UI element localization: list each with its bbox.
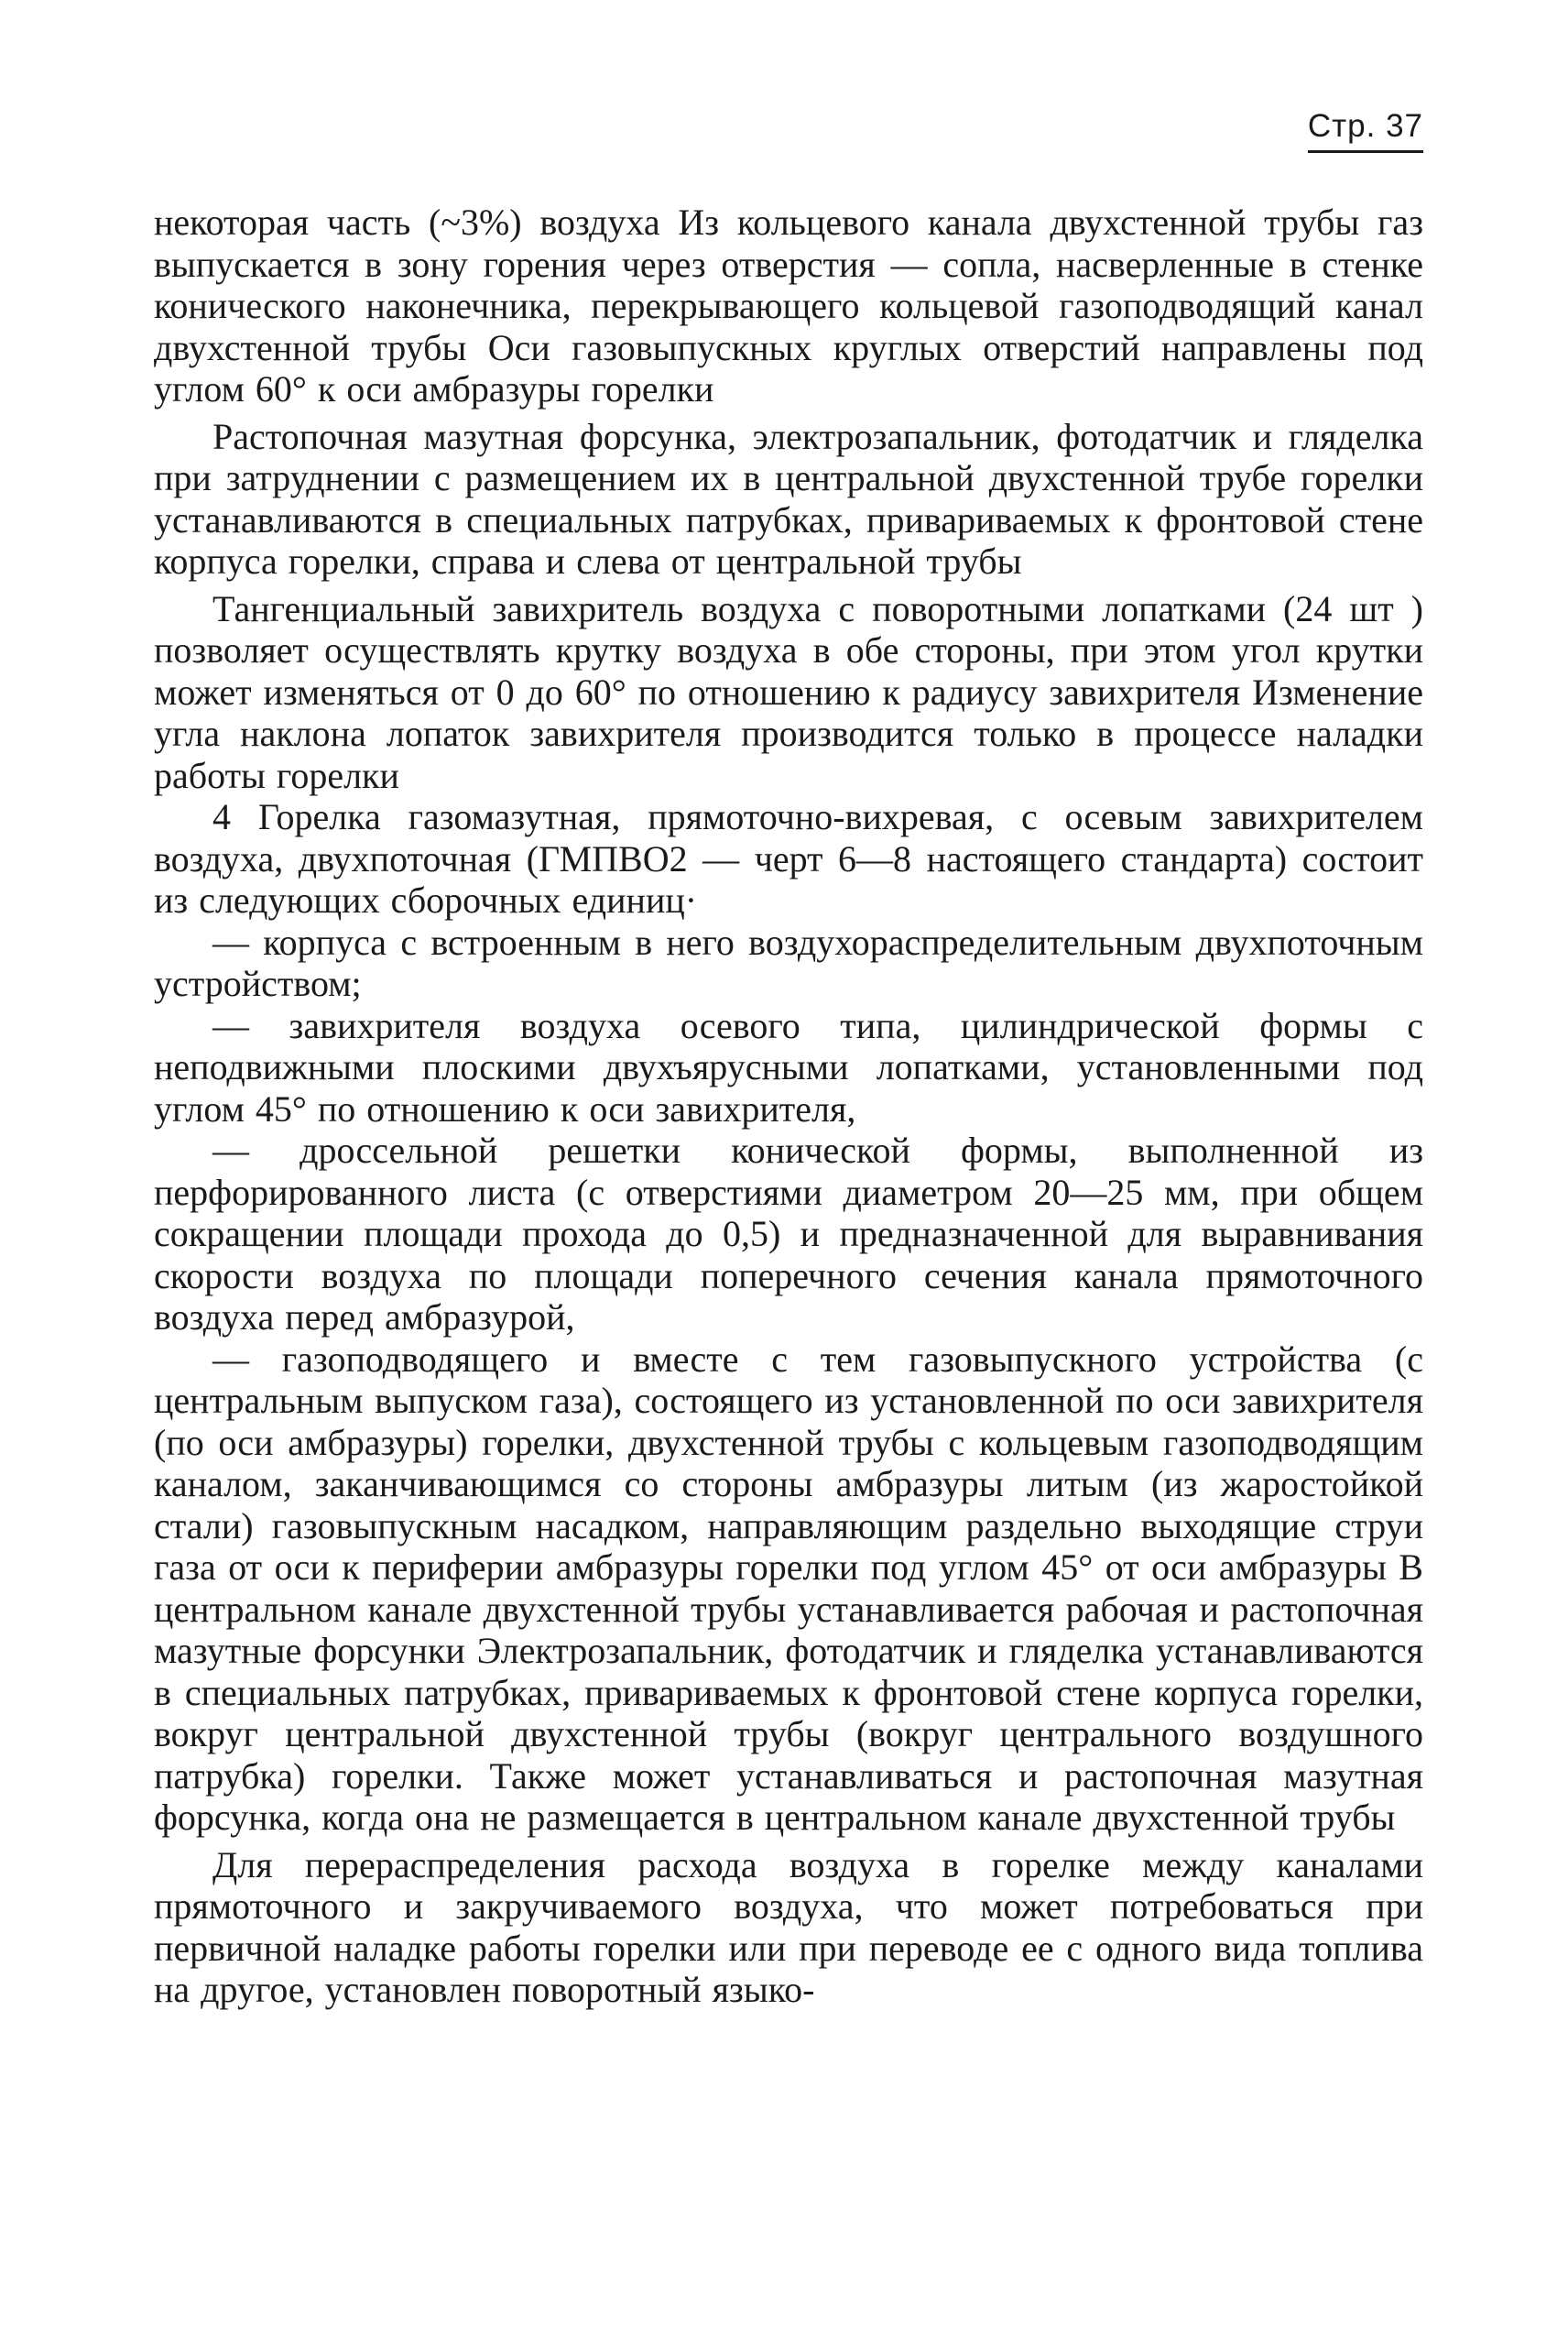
paragraph-tangential-swirler: Тангенциальный завихритель воздуха с поворотными лопатками (24 шт ) позволяет осуществлять крутку воздуха в обе стороны, при этом угол крутки может изменяться от 0 до 60° по отношению к радиусу завихрителя Изменение угла наклона лопаток завихрителя производится только в процессе наладки работы горелки [154, 587, 1423, 796]
body-text [154, 202, 1423, 2011]
list-item-throttle-grid: — дроссельной решетки конической формы, выполненной из перфорированного листа (с отверстиями диаметром 20—25 мм, при общем сокращении площади прохода до 0,5) и предназначенной для выравнивания скорости воздуха по площади поперечного сечения канала прямоточного воздуха перед амбразурой, [154, 1130, 1423, 1338]
list-item-gas-device: — газоподводящего и вместе с тем газовыпускного устройства (с центральным выпуском газа), состоящего из установленной по оси завихрителя (по оси амбразуры) горелки, двухстенной трубы с кольцевым газоподводящим каналом, заканчивающимся со стороны амбразуры литым (из жаростойкой стали) газовыпускным насадком, направляющим раздельно выходящие струи газа от оси к периферии амбразуры горелки под углом 45° от оси амбразуры В центральном канале двухстенной трубы устанавливается рабочая и растопочная мазутные форсунки Электрозапальник, фотодатчик и гляделка устанавливаются в специальных патрубках, привариваемых к фронтовой стене корпуса горелки, вокруг центральной двухстенной трубы (вокруг центрального воздушного патрубка) горелки. Также может устанавливаться и растопочная мазутная форсунка, когда она не размещается в центральном канале двухстенной трубы [154, 1338, 1423, 1838]
paragraph-continuation: некоторая часть (~3%) воздуха Из кольцевого канала двухстенной трубы газ выпускается в зону горения через отверстия — сопла, насверленные в стенке конического наконечника, перекрывающего кольцевой газоподводящий канал двухстенной трубы Оси газовыпускных круглых отверстий направлены под углом 60° к оси амбразуры горелки [154, 202, 1423, 410]
page-number: Стр. 37 [1308, 108, 1423, 153]
list-item-axial-swirler: — завихрителя воздуха осевого типа, цилиндрической формы с неподвижными плоскими двухъярусными лопатками, установленными под углом 45° по отношению к оси завихрителя, [154, 1004, 1423, 1130]
paragraph-ignition-devices: Растопочная мазутная форсунка, электрозапальник, фотодатчик и гляделка при затруднении с размещением их в центральной двухстенной трубе горелки устанавливаются в специальных патрубках, привариваемых к фронтовой стене корпуса горелки, справа и слева от центральной трубы [154, 415, 1423, 582]
paragraph-burner-gmpvo2: 4 Горелка газомазутная, прямоточно-вихревая, с осевым завихрителем воздуха, двухпоточная (ГМПВО2 — черт 6—8 настоящего стандарта) состоит из следующих сборочных единиц· [154, 796, 1423, 921]
paragraph-air-redistribution: Для перераспределения расхода воздуха в горелке между каналами прямоточного и закручиваемого воздуха, что может потребоваться при первичной наладке работы горелки или при переводе ее с одного вида топлива на другое, установлен поворотный языко- [154, 1843, 1423, 2010]
list-item-housing: — корпуса с встроенным в него воздухораспределительным двухпоточным устройством; [154, 921, 1423, 1004]
